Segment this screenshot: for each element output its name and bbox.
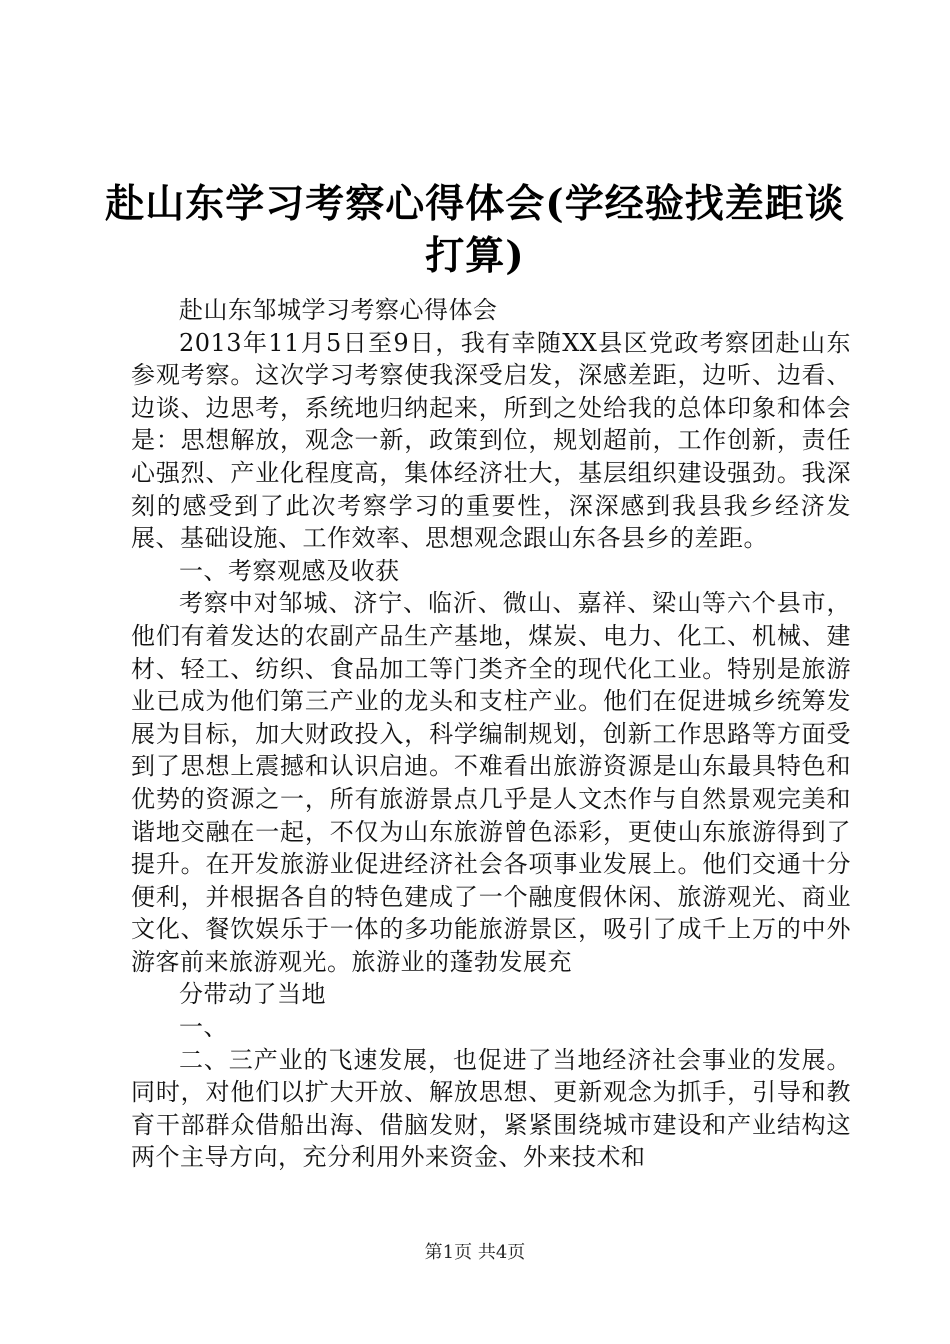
body-paragraph: 一、 xyxy=(179,1013,228,1042)
body-paragraph: 考察中对邹城、济宁、临沂、微山、嘉祥、梁山等六个县市，他们有着发达的农副产品生产基地，煤炭、电力、化工、机械、建材、轻工、纺织、食品加工等门类齐全的现代化工业。特别是旅游业已成为他们第三产业的龙头和支柱产业。他们在促进城乡统筹发展为目标，加大财政投入，科学编制规划，创新工作思路等方面受到了思想上震撼和认识启迪。不难看出旅游资源是山东最具特色和优势的资源之一，所有旅游景点几乎是人文杰作与自然景观完美和谐地交融在一起，不仅为山东旅游曾色添彩，更使山东旅游得到了提升。在开发旅游业促进经济社会各项事业发展上。他们交通十分便利，并根据各自的特色建成了一个融度假休闲、旅游观光、商业文化、餐饮娱乐于一体的多功能旅游景区，吸引了成千上万的中外游客前来旅游观光。旅游业的蓬勃发展充 xyxy=(131,589,851,976)
document-title: 赴山东学习考察心得体会(学经验找差距谈打算) xyxy=(105,181,845,279)
page-footer: 第1页 共4页 xyxy=(424,1242,526,1263)
subtitle-paragraph: 赴山东邹城学习考察心得体会 xyxy=(179,296,498,324)
document-body xyxy=(131,294,851,1174)
body-paragraph: 分带动了当地 xyxy=(179,980,326,1009)
body-paragraph: 二、三产业的飞速发展，也促进了当地经济社会事业的发展。同时，对他们以扩大开放、解放思想、更新观念为抓手，引导和教育干部群众借船出海、借脑发财，紧紧围绕城市建设和产业结构这两个主导方向，充分利用外来资金、外来技术和 xyxy=(131,1045,851,1172)
intro-paragraph: 2013年11月5日至9日，我有幸随XX县区党政考察团赴山东参观考察。这次学习考察使我深受启发，深感差距，边听、边看、边谈、边思考，系统地归纳起来，所到之处给我的总体印象和体会是：思想解放，观念一新，政策到位，规划超前，工作创新，责任心强烈、产业化程度高，集体经济壮大，基层组织建设强劲。我深刻的感受到了此次考察学习的重要性，深深感到我县我乡经济发展、基础设施、工作效率、思想观念跟山东各县乡的差距。 xyxy=(131,328,851,553)
section-heading: 一、考察观感及收获 xyxy=(179,556,400,585)
